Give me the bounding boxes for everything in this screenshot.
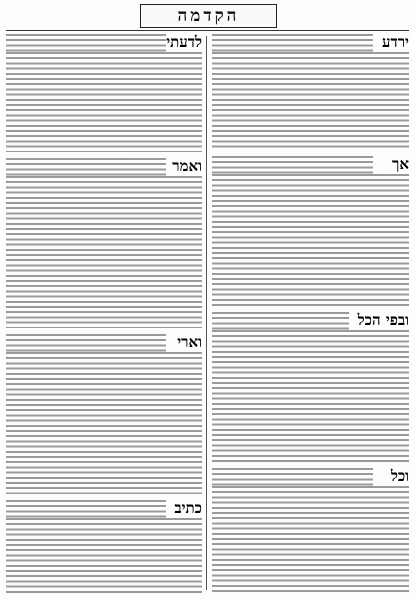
paragraph [6,334,202,494]
text-lines [212,174,409,306]
text-lines [6,158,166,176]
paragraph-opener: וארי [177,333,202,351]
text-lines [212,312,349,330]
paragraph-opener: ירדע [381,34,409,51]
paragraph [212,312,409,462]
text-lines [6,176,202,328]
paragraph-opener: כתיב [174,499,202,517]
paragraph [6,34,202,152]
paragraph [212,468,409,594]
title-banner [140,4,277,28]
text-lines [212,156,373,174]
paragraph-opener: ואמר [172,157,202,175]
text-lines [6,334,166,352]
text-lines [212,34,373,52]
text-lines [212,52,409,150]
text-lines [6,518,202,594]
text-lines [212,486,409,594]
text-lines [212,468,373,486]
paragraph-opener: אך [392,155,409,173]
paragraph [6,158,202,328]
right-column [212,34,409,594]
paragraph [212,34,409,150]
paragraph [212,156,409,306]
text-lines [212,330,409,462]
text-lines [6,52,202,152]
text-lines [6,352,202,494]
paragraph-opener: וכל [390,467,409,485]
paragraph-opener: לדעתי [166,34,202,51]
page-title: הקדמה [177,6,240,26]
left-column [6,34,202,594]
text-lines [6,34,166,52]
paragraph-opener: ובפי הכל [357,311,409,329]
column-divider [206,36,207,590]
title-rule [6,30,409,31]
text-lines [6,500,166,518]
paragraph [6,500,202,594]
